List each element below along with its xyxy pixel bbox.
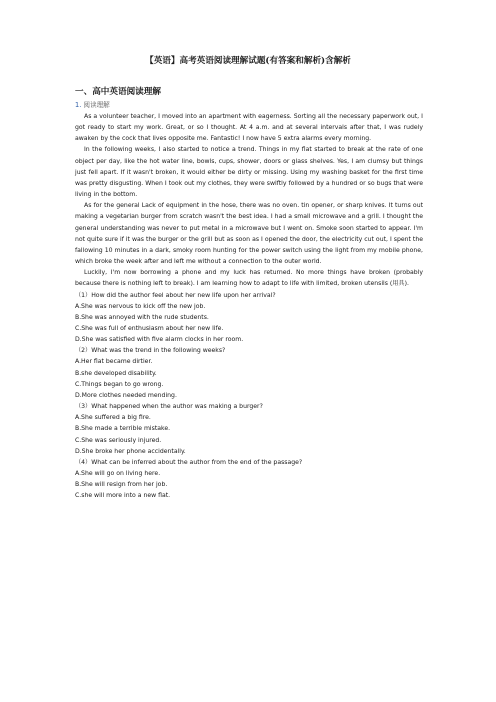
answer-option: A.She suffered a big fire. [75,414,151,422]
answer-option: B.She was annoyed with the rude students. [75,313,209,321]
document-title: 【英语】高考英语阅读理解试题(有答案和解析)含解析 [145,56,351,66]
question-block [75,401,423,457]
question-stem: （3）What happened when the author was making a burger? [75,403,263,411]
answer-option: D.More clothes needed mending. [75,391,177,399]
answer-option: D.She broke her phone accidentally. [75,447,186,455]
passage-body [75,111,423,501]
question-block [75,345,423,401]
answer-option: A.She was nervous to kick off the new job. [75,302,206,310]
passage-paragraph: As for the general Lack of equipment in the hose, there was no oven. tin opener, or sharp knives. It turns out making a vegetarian burger from scratch wasn't the best idea. I had a small microwave and a grill. I thought the general understanding was never to put metal in a microwave but I went on. Smoke soon started to appear. I'm not quite sure if it was the burger or the grill but as soon as I opened the door, the electricity cut out, I spent the fallowing 10 minutes in a dark, smoky room hunting for the power switch using the light from my mobile phone, which broke the week after and left me without a connection to the outer world. [75,202,423,266]
answer-option: C.she will more into a new flat. [75,492,171,500]
item-label [75,99,110,109]
question-stem: （1）How did the author feel about her new life upon her arrival? [75,291,276,299]
answer-option: C.Things began to go wrong. [75,380,164,388]
answer-option: D.She was satisfied with five alarm clocks in her room. [75,336,244,344]
item-name: 阅读理解 [83,101,110,109]
section-heading: 一、高中英语阅读理解 [75,87,161,97]
item-number: 1. [75,101,82,109]
passage-paragraph: In the following weeks, I also started to notice a trend. Things in my flat started to break at the rate of one object per day, like the hot water line, bowls, cups, shower, doors or glass shelves. Yes, I am clumsy but things just fell apart. If it wasn't broken, it would either be dirty or missing. Using my washing basket for the first time was pretty disgusting. When I took out my clothes, they were swiftly followed by a hundred or so bugs that were living in the bottom. [75,146,423,199]
question-stem: （2）What was the trend in the following weeks? [75,347,226,355]
answer-option: A.She will go on living here. [75,470,161,477]
answer-option: B.She made a terrible mistake. [75,425,171,433]
passage-paragraph: Luckily, I'm now borrowing a phone and my luck has returned. No more things have broken (probably because there is nothing left to break). I am learning how to adapt to life with limited, broken utensils (用具). [75,269,423,288]
answer-option: B.She will resign from her job. [75,481,168,489]
answer-option: B.she developed disability. [75,369,157,377]
answer-option: C.She was seriously injured. [75,436,162,444]
passage-paragraph: As a volunteer teacher, I moved into an apartment with eagerness. Sorting all the necessary paperwork out, I got ready to start my work. Great, or so I thought. At 4 a.m. and at several intervals after that, I was rudely awaken by the cock that lives opposite me. Fantastic! I now have 5 extra alarms every morning. [75,113,423,143]
question-block [75,290,423,346]
answer-option: A.Her flat became dirtier. [75,358,153,366]
question-stem: （4）What can be inferred about the author from the end of the passage? [75,458,303,466]
question-block [75,457,423,502]
answer-option: C.She was full of enthusiasm about her new life. [75,324,224,332]
